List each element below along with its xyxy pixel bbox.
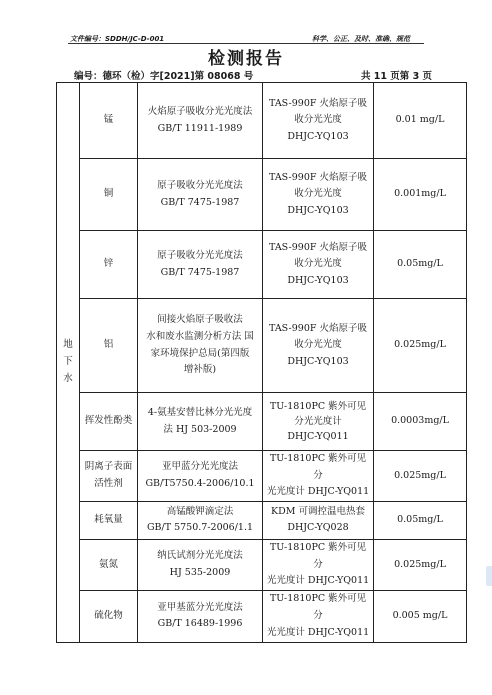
item-text: 挥发性酚类 — [84, 415, 133, 427]
category-cell — [57, 83, 80, 643]
instrument-line: 光光度计 DHJC-YQ011 — [266, 626, 370, 638]
instrument-line: 收分光光度 — [294, 258, 342, 270]
page-title: 检测报告 — [208, 49, 284, 69]
method-line: 亚甲蓝分光光度法 — [161, 461, 238, 473]
method-line: GB/T5750.4-2006/10.1 — [145, 477, 255, 489]
method-cell — [138, 83, 263, 159]
method-line: 原子吸收分光光度法 — [157, 249, 243, 261]
limit-cell: 0.025mg/L — [374, 451, 467, 502]
instrument-line: TU-1810PC 紫外可见分 — [269, 541, 367, 570]
limit-cell: 0.005 mg/L — [374, 590, 467, 642]
instrument-line: 收分光光度 — [294, 188, 342, 200]
method-line: 家环境保护总局(第四版 — [150, 347, 250, 359]
instrument-line: TAS-990F 火焰原子吸 — [269, 322, 367, 334]
item-text: 铝 — [103, 339, 114, 351]
instrument-line: TU-1810PC 紫外可见分 — [269, 453, 367, 481]
instrument-cell — [263, 231, 374, 299]
instrument-cell — [263, 159, 374, 231]
item-cell — [80, 299, 138, 393]
instrument-line: DHJC-YQ028 — [287, 522, 349, 534]
instrument-cell — [263, 451, 374, 502]
item-cell — [80, 83, 138, 159]
limit-cell: 0.025mg/L — [374, 539, 467, 590]
limit-cell: 0.05mg/L — [374, 231, 467, 299]
item-cell — [80, 451, 138, 502]
instrument-line: TU-1810PC 紫外可见 — [269, 400, 367, 412]
method-line: GB/T 11911-1989 — [157, 122, 243, 134]
method-cell — [138, 159, 263, 231]
method-line: GB/T 7475-1987 — [160, 196, 240, 208]
method-cell — [138, 590, 263, 642]
item-text: 活性剂 — [94, 477, 123, 489]
instrument-cell — [263, 83, 374, 159]
method-line: 纳氏试剂分光光度法 — [157, 550, 243, 562]
method-line: 亚甲基蓝分光光度法 — [157, 601, 243, 613]
category-char: 水 — [63, 372, 73, 384]
category-char: 地 — [63, 339, 73, 351]
method-line: 间接火焰原子吸收法 — [157, 314, 243, 326]
instrument-line: DHJC-YQ011 — [287, 431, 349, 443]
limit-cell: 0.001mg/L — [374, 159, 467, 231]
instrument-line: DHJC-YQ103 — [287, 274, 349, 286]
item-cell — [80, 159, 138, 231]
scroll-tab[interactable] — [486, 566, 492, 586]
method-line: 高锰酸钾滴定法 — [166, 505, 234, 517]
method-cell — [138, 393, 263, 451]
method-line: 法 HJ 503-2009 — [163, 423, 237, 435]
item-cell — [80, 590, 138, 642]
item-cell — [80, 539, 138, 590]
item-cell — [80, 501, 138, 539]
item-cell — [80, 393, 138, 451]
item-text: 阴离子表面 — [84, 461, 133, 473]
instrument-line: DHJC-YQ103 — [287, 355, 349, 367]
instrument-cell — [263, 393, 374, 451]
instrument-line: TU-1810PC 紫外可见分 — [269, 593, 367, 621]
limit-cell: 0.0003mg/L — [374, 393, 467, 451]
item-text: 铜 — [103, 188, 114, 200]
method-line: GB/T 7475-1987 — [160, 266, 240, 278]
method-line: 水和废水监测分析方法 国 — [146, 330, 254, 342]
method-line: 原子吸收分光光度法 — [157, 179, 243, 191]
category-char: 下 — [63, 356, 73, 368]
item-cell — [80, 231, 138, 299]
instrument-line: 收分光光度 — [294, 114, 342, 126]
method-line: GB/T 16489-1996 — [157, 618, 243, 630]
method-line: HJ 535-2009 — [169, 566, 231, 578]
instrument-line: TAS-990F 火焰原子吸 — [269, 241, 367, 253]
limit-cell: 0.01 mg/L — [374, 83, 467, 159]
instrument-line: 光光度计 DHJC-YQ011 — [266, 486, 370, 498]
instrument-line: KDM 可调控温电热套 — [271, 505, 365, 517]
item-text: 锰 — [103, 114, 114, 126]
test-method-table — [56, 82, 467, 643]
page-indicator: 共 11 页第 3 页 — [360, 71, 432, 82]
instrument-line: 光光度计 DHJC-YQ011 — [266, 575, 370, 587]
instrument-cell — [263, 590, 374, 642]
instrument-line: DHJC-YQ103 — [287, 204, 349, 216]
method-line: 增补版) — [183, 364, 217, 376]
instrument-line: TAS-990F 火焰原子吸 — [269, 171, 367, 183]
method-cell — [138, 451, 263, 502]
instrument-line: 收分光光度 — [294, 339, 342, 351]
method-cell — [138, 539, 263, 590]
motto: 科学、公正、及时、准确、规范 — [312, 35, 410, 43]
instrument-cell — [263, 539, 374, 590]
instrument-line: 分光光度计 — [294, 415, 342, 427]
method-cell — [138, 231, 263, 299]
method-line: 4-氨基安替比林分光光度 — [147, 406, 253, 418]
instrument-cell — [263, 501, 374, 539]
method-cell — [138, 501, 263, 539]
document-number: 文件编号：SDDH/JC-D-001 — [70, 35, 165, 43]
method-line: GB/T 5750.7-2006/1.1 — [146, 522, 254, 534]
item-text: 耗氧量 — [94, 514, 123, 526]
limit-cell: 0.05mg/L — [374, 501, 467, 539]
method-cell — [138, 299, 263, 393]
report-number: 编号：德环（检）字[2021]第 08068 号 — [74, 71, 254, 82]
item-text: 硫化物 — [94, 609, 123, 621]
limit-cell: 0.025mg/L — [374, 299, 467, 393]
instrument-line: TAS-990F 火焰原子吸 — [269, 97, 367, 109]
item-text: 氨氮 — [98, 558, 118, 570]
instrument-cell — [263, 299, 374, 393]
method-line: 火焰原子吸收分光光度法 — [147, 105, 253, 117]
instrument-line: DHJC-YQ103 — [287, 130, 349, 142]
item-text: 锌 — [103, 258, 114, 270]
